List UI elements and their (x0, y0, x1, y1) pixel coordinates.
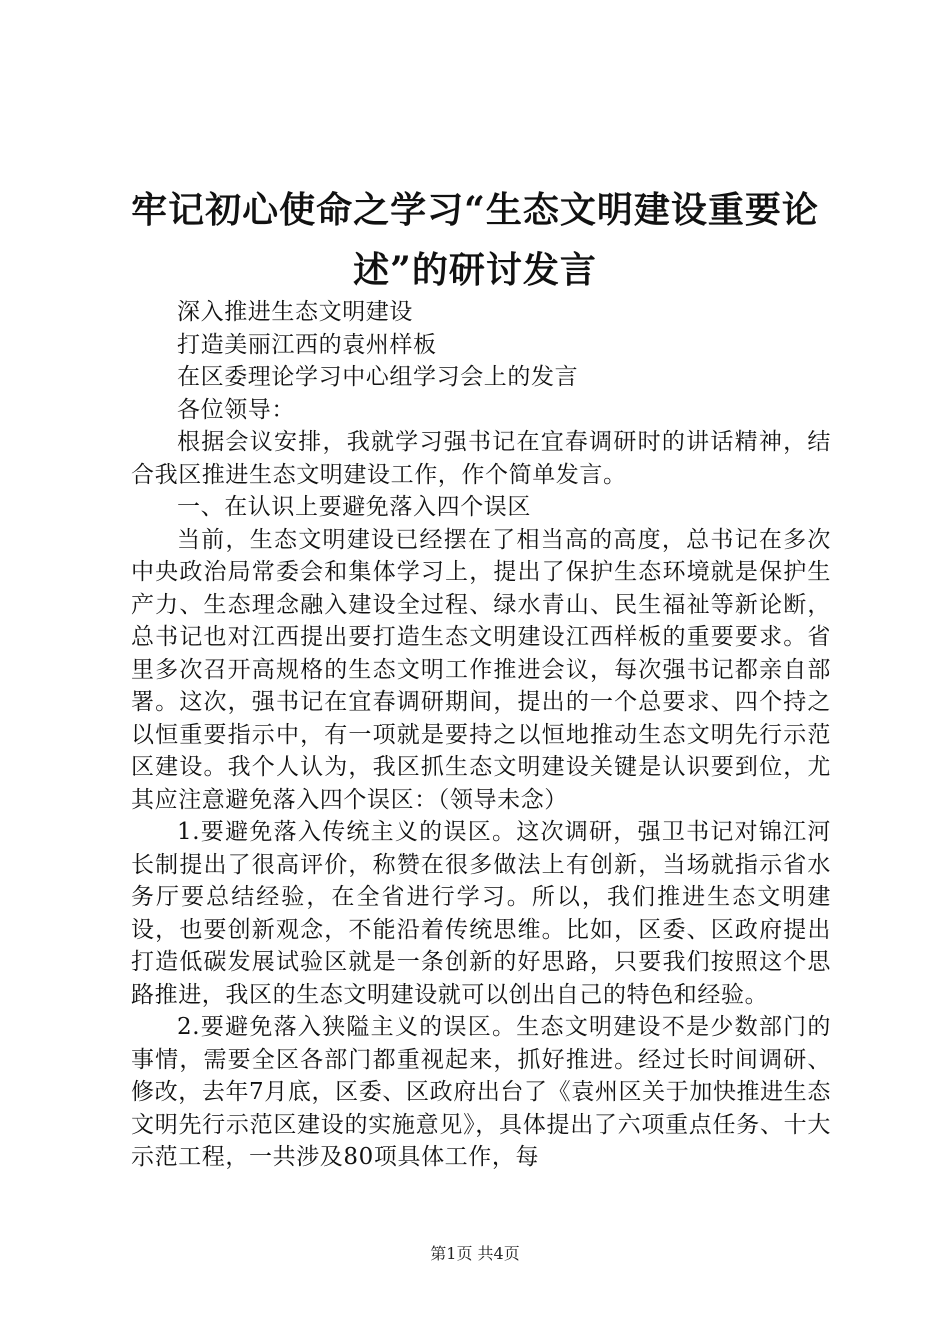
document-title-line-2: 述”的研讨发言 (353, 249, 597, 291)
salutation-paragraph: 各位领导： (177, 396, 295, 423)
body-paragraph: 1.要避免落入传统主义的误区。这次调研，强卫书记对锦江河长制提出了很高评价，称赞在很多做法上有创新，当场就指示省水务厅要总结经验，在全省进行学习。所以，我们推进生态文明建设，也要创新观念，不能沿着传统思维。比如，区委、区政府提出打造低碳发展试验区就是一条创新的好思路，只要我们按照这个思路推进，我区的生态文明建设就可以创出自己的特色和经验。 (131, 819, 831, 1008)
body-paragraph: 2.要避免落入狭隘主义的误区。生态文明建设不是少数部门的事情，需要全区各部门都重视起来，抓好推进。经过长时间调研、修改，去年7月底，区委、区政府出台了《袁州区关于加快推进生态文明先行示范区建设的实施意见》，具体提出了六项重点任务、十大示范工程，一共涉及80项具体工作，每 (131, 1014, 831, 1170)
subtitle-paragraph: 深入推进生态文明建设 (177, 299, 413, 325)
document-title-line-1: 牢记初心使命之学习“生态文明建设重要论 (131, 189, 819, 231)
body-paragraph: 当前，生态文明建设已经摆在了相当高的高度，总书记在多次中央政治局常委会和集体学习上，提出了保护生态环境就是保护生产力、生态理念融入建设全过程、绿水青山、民生福祉等新论断，总书记也对江西提出要打造生态文明建设江西样板的重要要求。省里多次召开高规格的生态文明工作推进会议，每次强书记都亲自部署。这次，强书记在宜春调研期间，提出的一个总要求、四个持之以恒重要指示中，有一项就是要持之以恒地推动生态文明先行示范区建设。我个人认为，我区抓生态文明建设关键是认识要到位，尤其应注意避免落入四个误区：（领导未念） (131, 526, 831, 813)
document-body (131, 296, 831, 1174)
speech-occasion-paragraph: 在区委理论学习中心组学习会上的发言 (177, 364, 579, 390)
page-footer: 第1页 共4页 (430, 1244, 520, 1263)
section-heading: 一、在认识上要避免落入四个误区 (177, 494, 531, 520)
body-paragraph: 根据会议安排，我就学习强书记在宜春调研时的讲话精神，结合我区推进生态文明建设工作，作个简单发言。 (131, 429, 831, 488)
subtitle-paragraph: 打造美丽江西的袁州样板 (177, 331, 437, 358)
